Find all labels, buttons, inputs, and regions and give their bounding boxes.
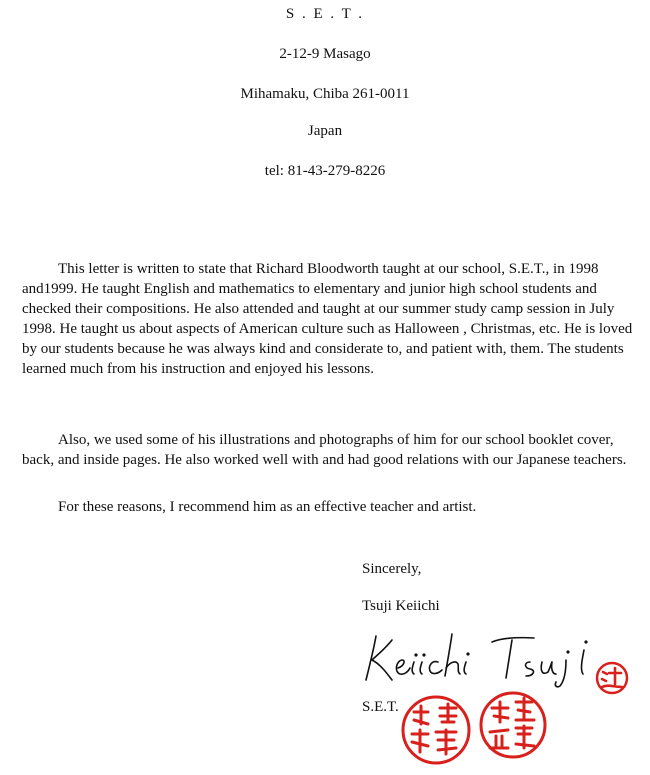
letterhead-tel: tel: 81-43-279-8226 [264,163,386,179]
signer-organization: S.E.T. [362,699,399,715]
letterhead-city: Mihamaku, Chiba 261-0011 [240,86,410,102]
letterhead-name: S . E . T . [285,6,365,22]
school-seal-icon [400,694,472,766]
body-paragraph-1 [22,259,634,379]
letterhead-country: Japan [307,123,343,139]
letterhead-street: 2-12-9 Masago [279,46,371,62]
valediction: Sincerely, [362,561,422,577]
body-paragraph-3 [22,497,634,517]
body-paragraph-2 [22,430,634,470]
signer-name: Tsuji Keiichi [362,598,440,614]
personal-seal-icon [594,660,630,696]
body-paragraph-1-text: This letter is written to state that Richard Bloodworth taught at our school, S.E.T., in 1998 and1999. He taught English and mathematics to elementary and junior high school students and checked their compositions. He also attended and taught at our summer study camp session in July 1998. He taught us about aspects of American culture such as Halloween , Christmas, etc. He is loved by our students because he was always kind and considerate to, and patient with, them. The students learned much from his instruction and enjoyed his lessons. [22,261,633,377]
body-paragraph-2-text: Also, we used some of his illustrations and photographs of him for our school booklet cover, back, and inside pages. He also worked well with and had good relations with our Japanese teachers. [22,432,627,468]
signature-icon [362,628,602,688]
company-seal-icon [478,690,548,760]
body-paragraph-3-text: For these reasons, I recommend him as an effective teacher and artist. [58,499,477,515]
